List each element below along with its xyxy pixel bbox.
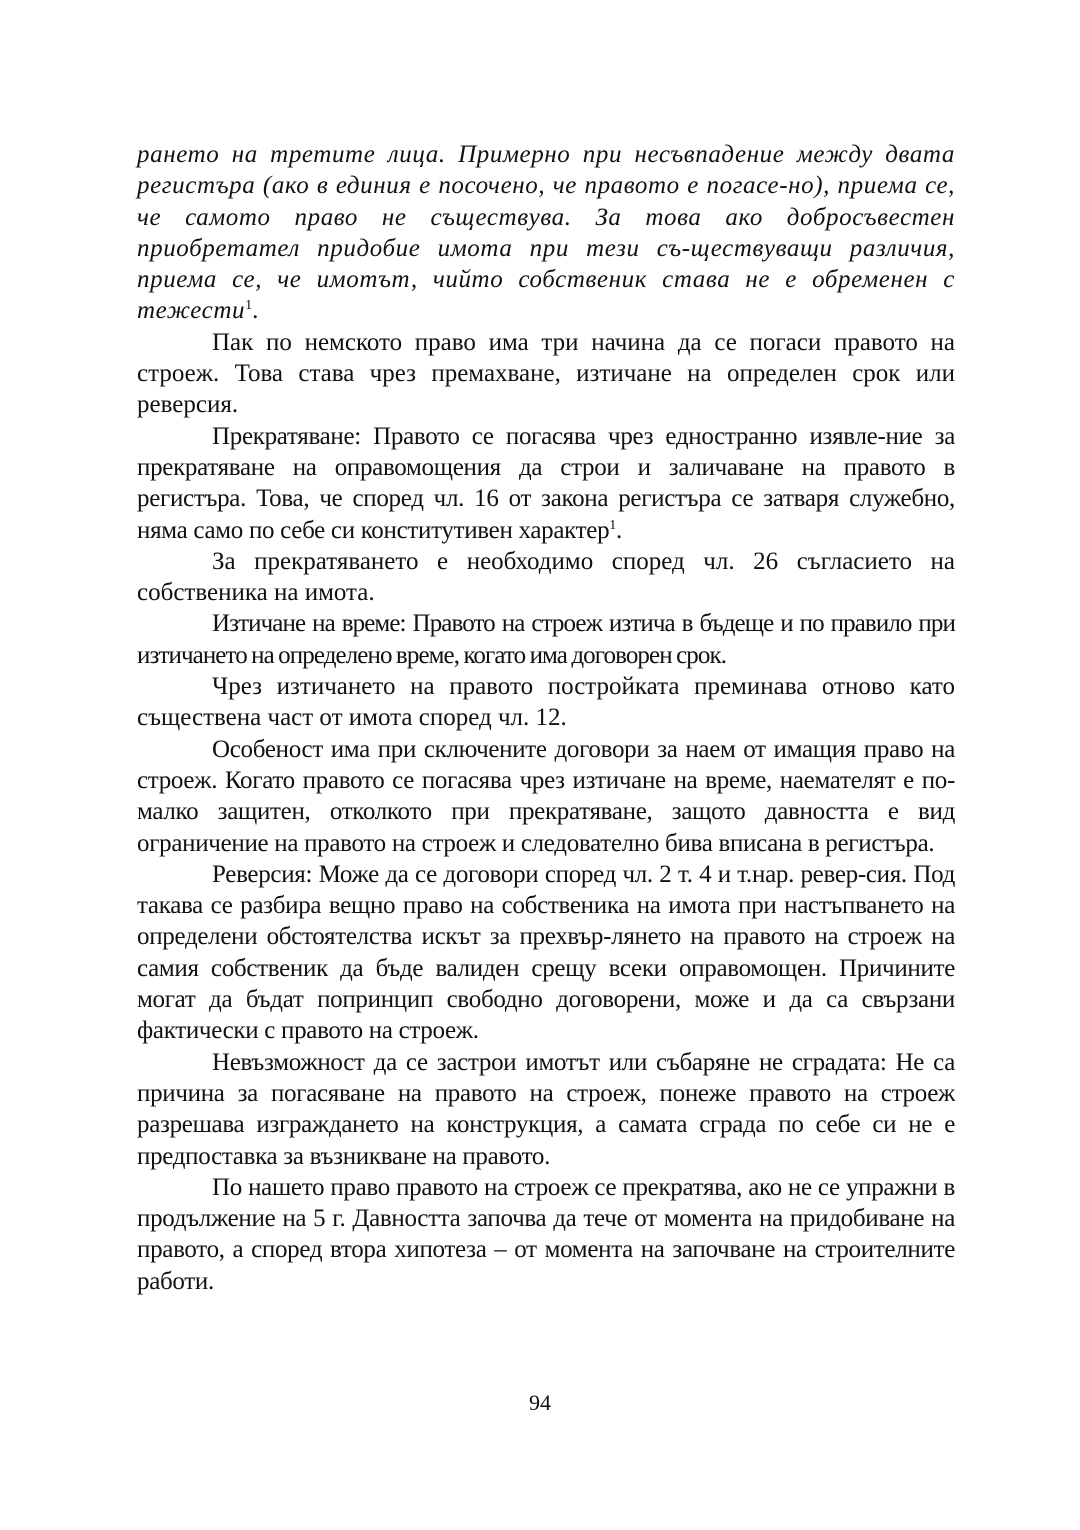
paragraph-text: Прекратяване: Правото се погасява чрез едностранно изявле-ние за прекратяване на оправомощения да строи и заличаване на правото в регистъра. Това, че според чл. 16 от закона регистъра се затваря служебно, няма само по себе си конститутивен характер — [137, 422, 955, 544]
paragraph-building-transfer — [137, 671, 955, 734]
paragraph-tail: . — [252, 297, 260, 325]
paragraph-tail: . — [615, 516, 622, 544]
paragraph-bulgarian-law — [137, 1172, 955, 1297]
paragraph-text: По нашето право правото на строеж се прекратява, ако не се упражни в продължение на 5 г. Давността започва да тече от момента на придобиване на правото, а според втора хипотеза – от момента на започване на строителните работи. — [137, 1173, 955, 1295]
paragraph-expiry-of-time — [137, 608, 955, 671]
footnote-marker: 1 — [245, 298, 253, 314]
paragraph-impossibility-to-build — [137, 1047, 955, 1172]
paragraph-text: рането на третите лица. Примерно при несъвпадение между двата регистъра (ако в единия е посочено, че правото е погасе-но), приема се, че самото право не съществува. За това ако добросъвестен приобретател придобие имота при тези съ-ществуващи различия, приема се, че имотът, чийто собственик става не е обременен с тежести — [137, 141, 955, 325]
paragraph-cancellation — [137, 421, 955, 546]
paragraph-text: Реверсия: Може да се договори според чл. 2 т. 4 и т.нар. ревер-сия. Под такава се разбира вещно право на собственика на имота при настъпването на определени обстоятелства искът за прехвър-лянето на правото на строеж на самия собственик да бъде валиден срещу всеки оправомощен. Причините могат да бъдат попринцип свободно договорени, може и да са свързани фактически с правото на строеж. — [137, 860, 955, 1045]
paragraph-text: Чрез изтичането на правото постройката преминава отново като съществена част от имота според чл. 12. — [137, 673, 955, 732]
paragraph-text: Особеност има при сключените договори за наем от имащия право на строеж. Когато правото се погасява чрез изтичане на време, наемателят е по-малко защитен, отколкото при прекратяване, защото давността е вид ограничение на правото на строеж и следователно бива вписана в регистъра. — [137, 735, 955, 857]
page-number: 94 — [529, 1390, 551, 1415]
page-body — [137, 139, 955, 1297]
paragraph-text: Невъзможност да се застрои имотът или събаряне не сградата: Не са причина за погасяване на правото на строеж, понеже правото на строеж разрешава изграждането на конструкция, а самата сграда по себе си не е предпоставка за възникване на правото. — [137, 1048, 955, 1170]
paragraph-german-law-termination — [137, 327, 955, 421]
paragraph-text: Изтичане на време: Правото на строеж изтича в бъдеще и по правило при изтичането на определено време, когато има договорен срок. — [137, 610, 955, 669]
footnote-marker: 1 — [609, 517, 616, 533]
paragraph-continued-italic — [137, 139, 955, 327]
paragraph-reversion — [137, 859, 955, 1047]
paragraph-text: За прекратяването е необходимо според чл. 26 съгласието на собственика на имота. — [137, 547, 955, 607]
paragraph-lease-contracts — [137, 734, 955, 859]
paragraph-text: Пак по немското право има три начина да се погаси правото на строеж. Това става чрез премахване, изтичане на определен срок или реверсия. — [137, 328, 955, 419]
paragraph-owner-consent — [137, 546, 955, 609]
